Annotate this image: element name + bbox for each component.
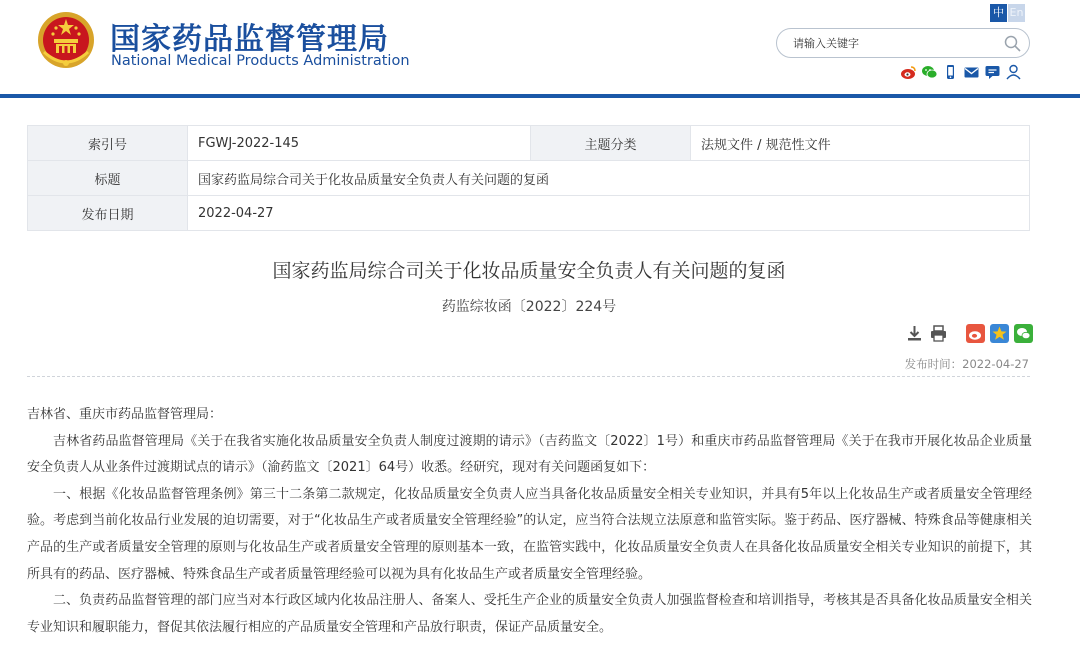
- search-icon[interactable]: [1004, 35, 1021, 52]
- lang-en-button[interactable]: En: [1008, 4, 1025, 22]
- qzone-share-icon[interactable]: [990, 324, 1009, 343]
- title-value: 国家药监局综合司关于化妆品质量安全负责人有关问题的复函: [188, 161, 1030, 196]
- print-icon[interactable]: [929, 324, 948, 343]
- social-links: [900, 64, 1022, 80]
- mail-icon[interactable]: [963, 64, 980, 80]
- date-label: 发布日期: [28, 196, 188, 231]
- message-icon[interactable]: [984, 64, 1001, 80]
- paragraph: 吉林省药品监督管理局《关于在我省实施化妆品质量安全负责人制度过渡期的请示》（吉药监文〔2022〕1号）和重庆市药品监督管理局《关于在我市开展化妆品企业质量安全负责人从业条件过渡期试点的请示》（渝药监文〔2021〕64号）收悉。经研究，现对有关问题函复如下：: [27, 433, 1032, 476]
- category-value: 法规文件 / 规范性文件: [691, 126, 1030, 161]
- salutation: 吉林省、重庆市药品监督管理局：: [27, 407, 223, 422]
- table-row: [28, 196, 1030, 231]
- site-name-en[interactable]: National Medical Products Administration: [111, 53, 410, 69]
- wechat-share-icon[interactable]: [1014, 324, 1033, 343]
- article-body: [27, 402, 1032, 641]
- mobile-icon[interactable]: [942, 64, 959, 80]
- date-value: 2022-04-27: [188, 196, 1030, 231]
- title-label: 标题: [28, 161, 188, 196]
- download-icon[interactable]: [905, 324, 924, 343]
- index-value: FGWJ-2022-145: [188, 126, 531, 161]
- category-label: 主题分类: [531, 126, 691, 161]
- header-divider-bar: [0, 94, 1080, 98]
- site-header: [0, 0, 1080, 97]
- table-row: [28, 126, 1030, 161]
- national-emblem-logo[interactable]: [36, 10, 96, 70]
- wechat-icon[interactable]: [921, 64, 938, 80]
- content-divider: [27, 376, 1030, 377]
- user-icon[interactable]: [1005, 64, 1022, 80]
- paragraph: 一、根据《化妆品监督管理条例》第三十二条第二款规定，化妆品质量安全负责人应当具备化妆品质量安全相关专业知识，并具有5年以上化妆品生产或者质量安全管理经验。考虑到当前化妆品行业发展的迫切需要，对于“化妆品生产或者质量安全管理经验”的认定，应当符合法规立法原意和监管实际。鉴于药品、医疗器械、特殊食品等健康相关产品的生产或者质量安全管理的原则与化妆品生产或者质量安全管理的原则基本一致，在监管实践中，化妆品质量安全负责人在具备化妆品质量安全相关专业知识的前提下，其所具有的药品、医疗器械、特殊食品生产或者质量管理经验可以视为具有化妆品生产或者质量安全管理经验。: [27, 486, 1032, 582]
- weibo-icon[interactable]: [900, 64, 917, 80]
- article-toolbar: [905, 324, 1033, 343]
- publish-time: 发布时间：2022-04-27: [904, 357, 1029, 371]
- index-label: 索引号: [28, 126, 188, 161]
- site-name-cn[interactable]: 国家药品监督管理局: [110, 22, 389, 57]
- lang-zh-button[interactable]: 中: [990, 4, 1007, 22]
- article-title: 国家药监局综合司关于化妆品质量安全负责人有关问题的复函: [272, 260, 786, 282]
- table-row: [28, 161, 1030, 196]
- paragraph: 二、负责药品监督管理的部门应当对本行政区域内化妆品注册人、备案人、受托生产企业的质量安全负责人加强监督检查和培训指导，考核其是否具备化妆品质量安全相关专业知识和履职能力，督促其依法履行相应的产品质量安全管理和产品放行职责，保证产品质量安全。: [27, 593, 1032, 635]
- document-metadata-table: [27, 125, 1030, 231]
- search-input[interactable]: [793, 34, 993, 52]
- document-number: 药监综妆函〔2022〕224号: [441, 299, 617, 315]
- search-box: [776, 28, 1030, 58]
- weibo-share-icon[interactable]: [966, 324, 985, 343]
